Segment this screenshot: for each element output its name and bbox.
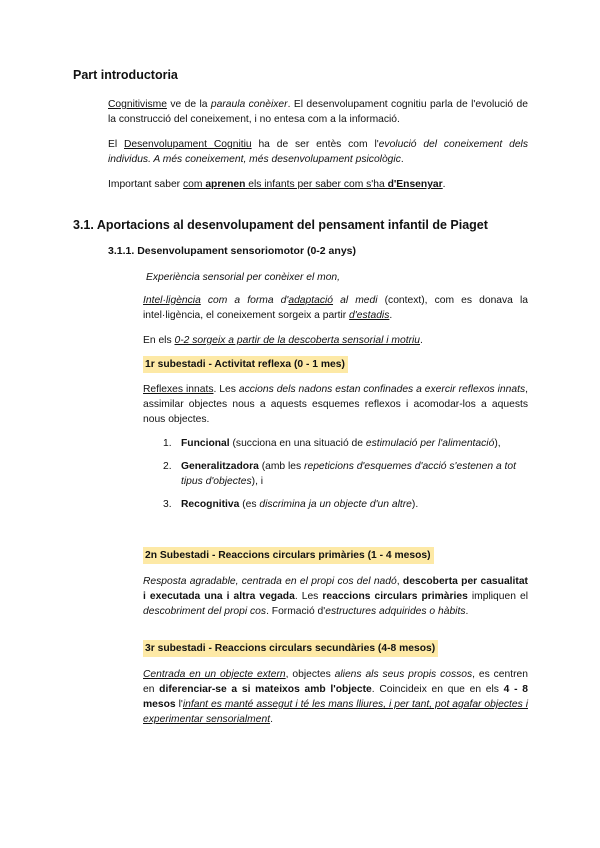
stage-3-heading: 3r subestadi - Reaccions circulars secundàries (4-8 mesos): [143, 640, 438, 657]
text: l': [175, 699, 183, 710]
text: com a forma d': [200, 295, 289, 306]
text: (succiona en una situació de: [229, 438, 366, 449]
text: . Formació d': [266, 606, 326, 617]
italic-phrase: estructures adquirides o hàbits: [325, 606, 466, 617]
italic-word: paraula conèixer: [210, 99, 288, 110]
bold-term: reaccions circulars primàries: [322, 591, 468, 602]
term-estadis: d'estadis: [349, 310, 390, 321]
underlined-phrase: Centrada en un objecte extern: [143, 669, 286, 680]
bold-word-aprenen: aprenen: [205, 179, 246, 190]
text: els infants per saber com s'ha: [245, 179, 388, 190]
text: , assimilar objectes nous a aquests esquemes reflexos i acomodar-los a aquests nous objectes.: [143, 384, 528, 425]
stage-2-paragraph: [143, 574, 528, 619]
text: (es: [239, 499, 260, 510]
text: ).: [411, 499, 419, 510]
term-reflexes-innats: Reflexes innats: [143, 384, 214, 395]
stage-1-heading: 1r subestadi - Activitat reflexa (0 - 1 mes): [143, 356, 348, 373]
italic-phrase: estimulació per l'alimentació: [365, 438, 495, 449]
list-number: 1.: [163, 438, 172, 449]
text: .: [400, 154, 404, 165]
list-item: [143, 436, 528, 451]
item-term: Recognitiva: [181, 499, 240, 510]
section-heading-3-1: 3.1. Aportacions al desenvolupament del pensament infantil de Piaget: [73, 218, 488, 232]
text: (context), com es donava la intel·ligència, el coneixement sorgeix a partir: [143, 295, 528, 321]
intro-paragraph-1: [108, 97, 528, 127]
bold-phrase: diferenciar-se a si mateixos amb l'objecte: [159, 684, 372, 695]
term-intelligencia: Intel·ligència: [143, 295, 201, 306]
text: ),: [494, 438, 501, 449]
stage-1-paragraph: [143, 382, 528, 427]
text: . Les: [294, 591, 323, 602]
bold-age-range: 4 - 8 mesos: [143, 684, 528, 710]
sensorimotor-intro: Experiència sensorial per conèixer el mon,: [146, 272, 341, 283]
text: impliquen el: [467, 591, 528, 602]
term-adaptacio: adaptació: [288, 295, 334, 306]
list-item: [143, 497, 528, 512]
item-term: Generalitzadora: [181, 461, 259, 472]
intro-title: Part introductoria: [73, 68, 178, 82]
bold-phrase: descoberta per casualitat i executada una i altra vegada: [143, 576, 528, 602]
text: El: [108, 139, 124, 150]
text: . Les: [213, 384, 239, 395]
italic-phrase: repeticions d'esquemes d'acció s'estenen a tot tipus d'objectes: [181, 461, 517, 487]
text: ve de la: [166, 99, 211, 110]
text: .: [442, 179, 446, 190]
text: .: [270, 714, 273, 725]
term-cognitivisme: Cognitivisme: [108, 99, 167, 110]
stage-2-heading: 2n Subestadi - Reaccions circulars primàries (1 - 4 mesos): [143, 547, 434, 564]
italic-phrase: aliens als seus propis cossos: [334, 669, 473, 680]
reflex-types-list: [143, 436, 528, 512]
text: (amb les: [258, 461, 305, 472]
intro-paragraph-3: [108, 177, 528, 192]
underlined-phrase: 0-2 sorgeix a partir de la descoberta sensorial i motriu: [174, 335, 421, 346]
stage-3-paragraph: [143, 667, 528, 727]
text: .: [389, 310, 393, 321]
italic-phrase: descobriment del propi cos: [143, 606, 267, 617]
text: ha de ser entès com l': [251, 139, 379, 150]
text: . El desenvolupament cognitiu parla de l'evolució de la construcció del coneixement, i no entesa com a la informació.: [108, 99, 528, 125]
italic-phrase: evolució del coneixement dels individus. A més coneixement, més desenvolupament psicològic: [108, 139, 528, 165]
term-desenvolupament-cognitiu: Desenvolupament Cognitiu: [124, 139, 252, 150]
bold-word-ensenyar: d'Ensenyar: [387, 179, 443, 190]
italic-phrase: Resposta agradable, centrada en el propi cos del nadó: [143, 576, 397, 587]
subsection-heading-3-1-1: 3.1.1. Desenvolupament sensoriomotor (0-2 anys): [108, 245, 356, 257]
list-item: [143, 459, 528, 489]
text: ,: [396, 576, 403, 587]
list-number: 3.: [163, 499, 172, 510]
text: .: [420, 335, 423, 346]
text: al medi: [333, 295, 378, 306]
italic-phrase: accions dels nadons estan confinades a exercir reflexos innats: [238, 384, 526, 395]
text: .: [465, 606, 469, 617]
text: , objectes: [285, 669, 335, 680]
text: , es centren en: [143, 669, 529, 695]
text: . Coincideix en que en els: [371, 684, 504, 695]
italic-phrase: discrimina ja un objecte d'un altre: [259, 499, 412, 510]
text: com: [182, 179, 206, 190]
underlined-phrase: infant es manté assegut i té les mans lliures, i per tant, pot agafar objectes i experimentar sensorialment: [143, 699, 528, 725]
text: En els: [143, 335, 175, 346]
sensorial-paragraph: [143, 333, 528, 348]
intro-paragraph-2: [108, 137, 528, 167]
intelligence-paragraph: [143, 293, 528, 323]
list-number: 2.: [163, 461, 172, 472]
text: ), i: [251, 476, 264, 487]
item-term: Funcional: [181, 438, 230, 449]
text: Important saber: [108, 179, 183, 190]
